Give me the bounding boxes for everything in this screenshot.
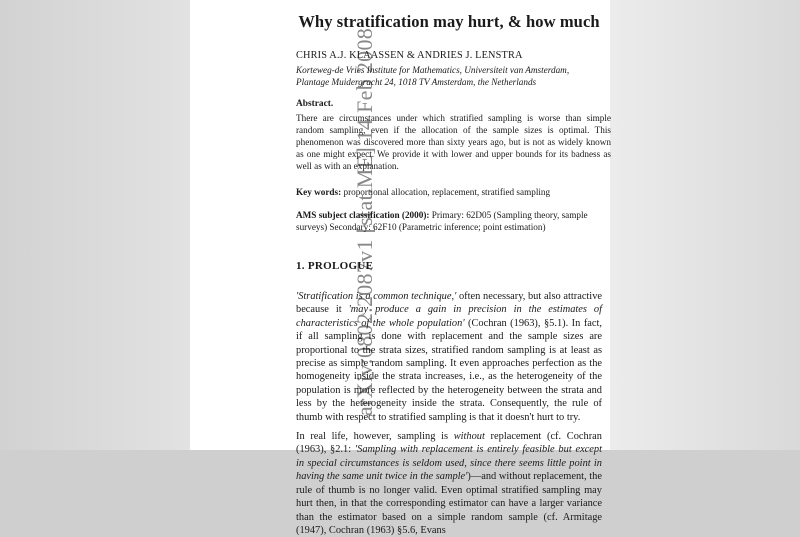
keywords-text: proportional allocation, replacement, stratified sampling	[343, 187, 551, 197]
page-content	[296, 0, 611, 537]
keywords	[296, 186, 602, 198]
text-run: )—and without replacement, the rule of thumb is no longer valid. Even optimal stratified sampling may hurt then, in that the corresponding estimator can have a larger variance than the estimator based on a simple random sample (cf. Armitage (1947), Cochran (1963) §5.6, Evans	[296, 471, 602, 536]
paper-authors: CHRIS A.J. KLAASSEN & ANDRIES J. LENSTRA	[296, 50, 523, 61]
author-affiliation	[296, 64, 602, 88]
keywords-label: Key words:	[296, 187, 342, 197]
viewer-backdrop-right	[610, 0, 800, 450]
affiliation-line-2: Plantage Muidergracht 24, 1018 TV Amsterdam, the Netherlands	[296, 77, 537, 87]
abstract-heading: Abstract.	[296, 99, 334, 109]
text-run: In real life, however, sampling is	[296, 431, 454, 443]
abstract-text: There are circumstances under which stratified sampling is worse than simple random sampling, even if the allocation of the sample sizes is optimal. This phenomenon was discovered more than sixty years ago, but is not as widely known as one might expect. We provide it with lower and upper bounds for its badness as well as with an explanation.	[296, 113, 611, 171]
prologue-paragraph-1	[296, 290, 602, 424]
viewer-backdrop-left	[0, 0, 190, 450]
ams-classification	[296, 209, 606, 233]
ams-label: AMS subject classification (2000):	[296, 210, 430, 220]
quote-1: 'Stratification is a common technique,'	[296, 291, 457, 302]
affiliation-line-1: Korteweg-de Vries Institute for Mathematics, Universiteit van Amsterdam,	[296, 65, 570, 75]
prologue-paragraph-2	[296, 430, 602, 537]
section-heading-prologue: 1. PROLOGUE	[296, 260, 374, 272]
text-run: replacement (cf. Cochran (1963), §2.1:	[296, 431, 602, 456]
emphasis-without: without	[453, 431, 485, 443]
ams-text: Primary: 62D05 (Sampling theory, sample surveys) Secondary: 62F10 (Parametric inference; point estimation)	[296, 210, 588, 232]
quote-3: 'Sampling with replacement is entirely feasible but except in special circumstances is seldom used, since there seems little point in having the same unit twice in the sample'	[296, 444, 602, 483]
quote-2: 'may produce a gain in precision in the estimates of characteristics of the whole population'	[296, 304, 602, 329]
text-run: (Cochran (1963), §5.1). In fact, if all sampling is done with replacement and the sample sizes are proportional to the strata sizes, stratified random sampling is at least as precise as simple random sampling. It even approaches perfection as the homogeneity inside the strata increases, i.e., as the heterogeneity of the population is more reflected by the heterogeneity between the strata and less by the heterogeneity inside the strata. Consequently, the rule of thumb with respect to stratified sampling is that it doesn't hurt to try.	[296, 317, 602, 423]
text-run: often necessary, but also attractive because it	[296, 291, 603, 316]
paper-title: Why stratification may hurt, & how much	[298, 12, 600, 31]
arxiv-identifier-stamp: arXiv:0802.2087v1 [stat.ME] 14 Feb 2008	[352, 27, 377, 417]
paper-page	[190, 0, 611, 536]
